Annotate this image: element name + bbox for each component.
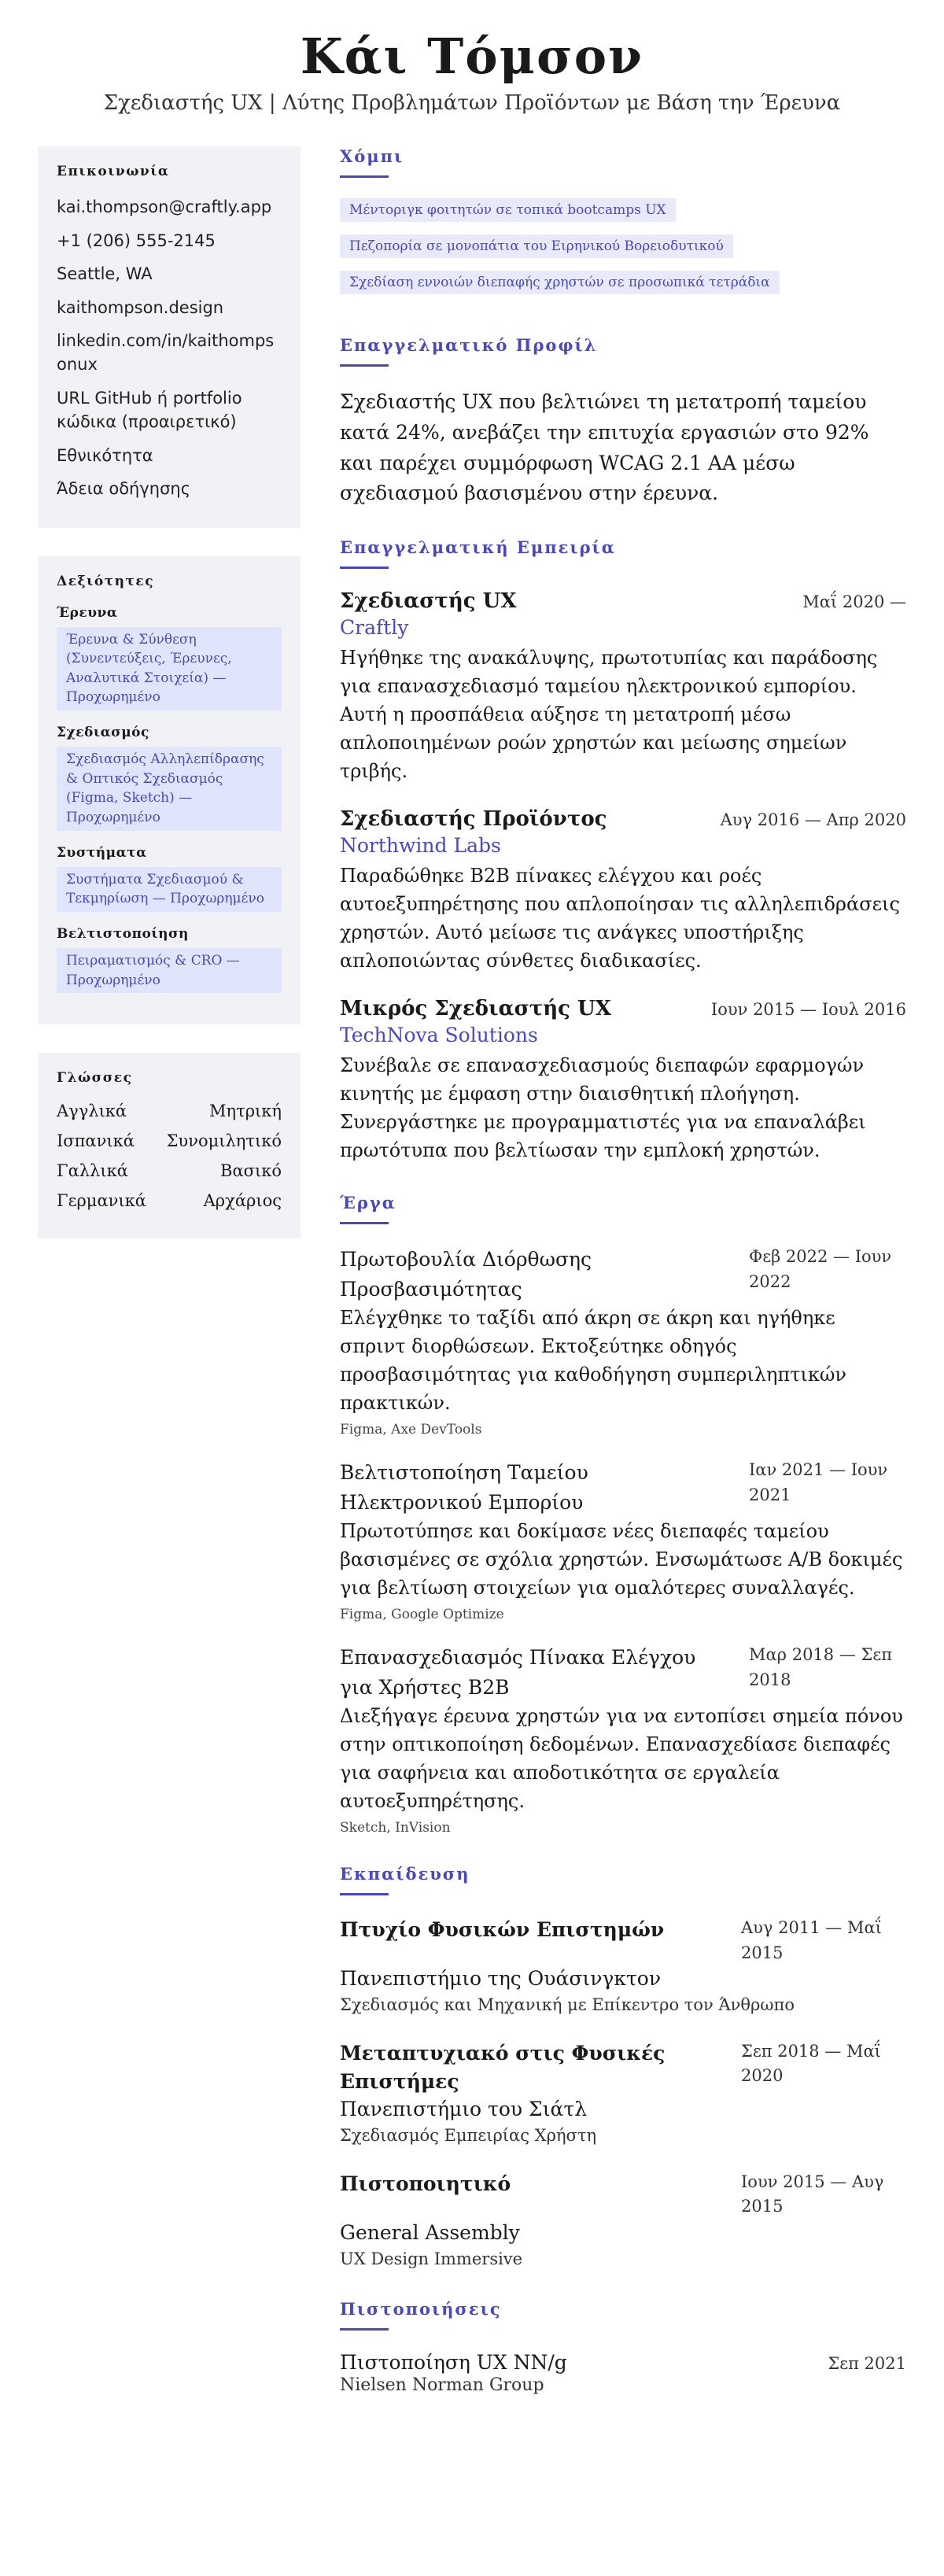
resume-layout	[0, 146, 944, 2423]
certification-name: Πιστοποίηση UX NN/g	[340, 2351, 567, 2374]
language-name: Γαλλικά	[57, 1161, 128, 1181]
profile-title: Επαγγελματικό Προφίλ	[340, 335, 598, 356]
hobby-chip: Μέντοριγκ φοιτητών σε τοπικά bootcamps UX	[340, 198, 676, 222]
section-divider	[340, 566, 389, 569]
project-title: Βελτιστοποίηση Ταμείου Ηλεκτρονικού Εμπορίου	[340, 1461, 588, 1514]
project-tools: Figma, Axe DevTools	[340, 1422, 482, 1438]
skill-group-title: Βελτιστοποίηση	[57, 925, 189, 942]
project-date: Ιαν 2021 — Ιουν 2021	[749, 1460, 888, 1504]
projects-section	[340, 1193, 906, 1836]
job-company: Northwind Labs	[340, 834, 501, 858]
education-field: Σχεδιασμός Εμπειρίας Χρήστη	[340, 2126, 597, 2146]
project-date: Φεβ 2022 — Ιουν 2022	[749, 1247, 892, 1291]
languages-box	[38, 1053, 301, 1238]
skill-group	[57, 725, 282, 831]
contact-nationality: Εθνικότητα	[57, 445, 153, 465]
skill-group	[57, 605, 282, 711]
job-description: Ηγήθηκε της ανακάλυψης, πρωτοτυπίας και παράδοσης για επανασχεδιασμό ταμείου ηλεκτρονικού εμπορίου. Αυτή η προσπάθεια αύξησε τη μετατροπή μέσω απλοποιημένων ροών χρηστών και μείωσης σημείων τριβής.	[340, 647, 878, 783]
contact-website[interactable]: kaithompson.design	[57, 297, 224, 317]
project-date: Μαρ 2018 — Σεπ 2018	[749, 1645, 893, 1689]
candidate-name: Κάι Τόμσον	[300, 28, 644, 85]
hobbies-title: Χόμπι	[340, 146, 404, 167]
education-entry	[340, 2170, 906, 2271]
skill-chip: Σχεδιασμός Αλληλεπίδρασης & Οπτικός Σχεδιασμός (Figma, Sketch) — Προχωρημένο	[57, 747, 282, 831]
job-entry	[340, 589, 906, 785]
education-school: General Assembly	[340, 2220, 520, 2244]
language-name: Ισπανικά	[57, 1131, 135, 1151]
job-title: Μικρός Σχεδιαστής UX	[340, 997, 611, 1021]
resume-header	[0, 0, 944, 115]
project-tools: Sketch, InVision	[340, 1820, 451, 1836]
hobby-chip: Πεζοπορία σε μονοπάτια του Ειρηνικού Βορειοδυτικού	[340, 234, 733, 258]
project-tools: Figma, Google Optimize	[340, 1607, 504, 1623]
skill-group	[57, 845, 282, 912]
contact-linkedin[interactable]: linkedin.com/in/kaithompsonux	[57, 330, 275, 375]
contact-phone[interactable]: +1 (206) 555-2145	[57, 231, 216, 250]
profile-summary: Σχεδιαστής UX που βελτιώνει τη μετατροπή ταμείου κατά 24%, ανεβάζει την επιτυχία εργασιών στο 92% και παρέχει συμμόρφωση WCAG 2.1 AA μέσω σχεδιασμού βασισμένου στην έρευνα.	[340, 390, 869, 505]
hobby-chip: Σχεδίαση εννοιών διεπαφής χρηστών σε προσωπικά τετράδια	[340, 271, 780, 294]
candidate-tagline: Σχεδιαστής UX | Λύτης Προβλημάτων Προϊόντων με Βάση την Έρευνα	[103, 91, 841, 116]
language-level: Βασικό	[220, 1161, 282, 1181]
education-field: Σχεδιασμός και Μηχανική με Επίκεντρο τον Άνθρωπο	[340, 1995, 795, 2015]
education-degree: Πτυχίο Φυσικών Επιστημών	[340, 1918, 665, 1942]
section-divider	[340, 1222, 389, 1224]
language-row	[57, 1131, 282, 1150]
skill-chip: Συστήματα Σχεδιασμού & Τεκμηρίωση — Προχωρημένο	[57, 867, 282, 912]
education-date: Σεπ 2018 — Μαΐ 2020	[741, 2041, 881, 2086]
section-divider	[340, 2328, 389, 2331]
education-section	[340, 1864, 906, 2271]
profile-section	[340, 335, 906, 509]
project-entry	[340, 1458, 906, 1622]
main-content	[340, 146, 906, 2423]
section-divider	[340, 175, 389, 178]
job-entry	[340, 997, 906, 1164]
contact-github: URL GitHub ή portfolio κώδικα (προαιρετικό)	[57, 388, 242, 432]
project-description: Πρωτοτύπησε και δοκίμασε νέες διεπαφές ταμείου βασισμένες σε σχόλια χρηστών. Ενσωμάτωσε A/B δοκιμές για βελτίωση στοιχείων για ομαλότερες συναλλαγές.	[340, 1520, 903, 1600]
skill-group-title: Έρευνα	[57, 604, 118, 621]
project-description: Ελέγχθηκε το ταξίδι από άκρη σε άκρη και ηγήθηκε σπριντ διορθώσεων. Εκτοξεύτηκε οδηγός προσβασιμότητας για καθοδήγηση συμπεριληπτικών πρακτικών.	[340, 1307, 846, 1415]
language-row	[57, 1161, 282, 1180]
hobbies-section	[340, 146, 906, 307]
contact-title: Επικοινωνία	[57, 164, 170, 180]
job-date: Μαΐ 2020 —	[802, 592, 906, 612]
job-company: Craftly	[340, 616, 409, 640]
skill-group	[57, 926, 282, 993]
project-description: Διεξήγαγε έρευνα χρηστών για να εντοπίσει σημεία πόνου στην οπτικοποίηση δεδομένων. Επανασχεδίασε διεπαφές για σαφήνεια και αποδοτικότητα σε εργαλεία αυτοεξυπηρέτησης.	[340, 1705, 903, 1813]
contact-email[interactable]: kai.thompson@craftly.app	[57, 197, 272, 217]
contact-driving-license: Άδεια οδήγησης	[57, 479, 191, 499]
education-school: Πανεπιστήμιο της Ουάσινγκτον	[340, 1967, 662, 1991]
job-date: Ιουν 2015 — Ιουλ 2016	[710, 1000, 906, 1020]
skill-chip: Έρευνα & Σύνθεση (Συνεντεύξεις, Έρευνες, Αναλυτικά Στοιχεία) — Προχωρημένο	[57, 627, 282, 711]
education-degree: Πιστοποιητικό	[340, 2172, 511, 2195]
section-divider	[340, 1893, 389, 1895]
contact-box	[38, 146, 301, 527]
education-entry	[340, 1916, 906, 2017]
skill-group-title: Σχεδιασμός	[57, 725, 149, 741]
sidebar	[38, 146, 301, 2423]
language-level: Μητρική	[209, 1102, 282, 1121]
language-row	[57, 1191, 282, 1210]
certifications-section	[340, 2299, 906, 2395]
language-name: Γερμανικά	[57, 1191, 146, 1211]
experience-title: Επαγγελματική Εμπειρία	[340, 537, 616, 558]
language-level: Συνομιλητικό	[166, 1131, 282, 1151]
education-field: UX Design Immersive	[340, 2249, 523, 2268]
job-date: Αυγ 2016 — Απρ 2020	[720, 810, 906, 830]
project-title: Πρωτοβουλία Διόρθωσης Προσβασιμότητας	[340, 1248, 592, 1301]
education-entry	[340, 2039, 906, 2148]
certifications-title: Πιστοποιήσεις	[340, 2299, 502, 2319]
education-degree: Μεταπτυχιακό στις Φυσικές Επιστήμες	[340, 2041, 666, 2093]
language-row	[57, 1102, 282, 1120]
skill-group-title: Συστήματα	[57, 844, 147, 861]
section-divider	[340, 364, 389, 367]
project-entry	[340, 1643, 906, 1836]
project-entry	[340, 1245, 906, 1437]
job-description: Παραδώθηκε B2B πίνακες ελέγχου και ροές αυτοεξυπηρέτησης που απλοποίησαν τις αλληλεπιδράσεις χρηστών. Αυτό μείωσε τις ανάγκες υποστήριξης απλοποιώντας σύνθετες διαδικασίες.	[340, 865, 900, 972]
education-date: Ιουν 2015 — Αυγ 2015	[741, 2172, 884, 2216]
skills-box	[38, 556, 301, 1025]
skill-chip: Πειραματισμός & CRO — Προχωρημένο	[57, 948, 282, 993]
job-title: Σχεδιαστής UX	[340, 589, 517, 614]
job-entry	[340, 807, 906, 975]
education-title: Εκπαίδευση	[340, 1864, 470, 1884]
language-level: Αρχάριος	[203, 1191, 282, 1211]
job-description: Συνέβαλε σε επανασχεδιασμούς διεπαφών εφαρμογών κινητής με έμφαση στην διαισθητική πλοήγηση. Συνεργάστηκε με προγραμματιστές για να επαναλάβει πρωτότυπα που βελτίωσαν την εμπλοκή χρηστών.	[340, 1054, 866, 1162]
language-name: Αγγλικά	[57, 1102, 127, 1121]
education-school: Πανεπιστήμιο του Σιάτλ	[340, 2098, 588, 2121]
skills-title: Δεξιότητες	[57, 573, 155, 589]
projects-title: Έργα	[340, 1193, 396, 1213]
job-company: TechNova Solutions	[340, 1024, 538, 1047]
contact-location: Seattle, WA	[57, 264, 153, 284]
experience-section	[340, 537, 906, 1164]
certification-entry	[340, 2351, 906, 2395]
certification-issuer: Nielsen Norman Group	[340, 2375, 544, 2395]
job-title: Σχεδιαστής Προϊόντος	[340, 807, 607, 832]
certification-date: Σεπ 2021	[828, 2354, 906, 2373]
education-date: Αυγ 2011 — Μαΐ 2015	[741, 1918, 882, 1962]
languages-title: Γλώσσες	[57, 1070, 133, 1087]
project-title: Επανασχεδιασμός Πίνακα Ελέγχου για Χρήστες B2B	[340, 1646, 696, 1699]
